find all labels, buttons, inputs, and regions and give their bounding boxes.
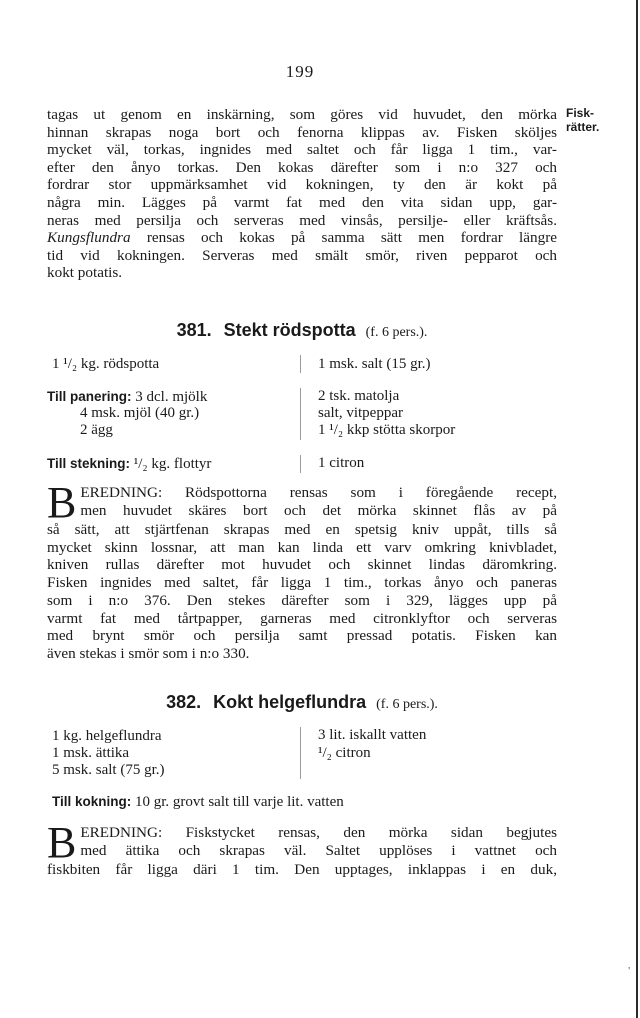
text-line: neras med persilja och serveras med vinsås, persilje- eller kräftsås. [47,211,557,229]
page-number: 199 [285,62,315,81]
ingredient-text: 3 dcl. mjölk [131,389,208,405]
column-divider [300,388,301,440]
recipe-381-heading [47,320,557,341]
column-divider [300,355,301,373]
text-line: kokt potatis. [47,264,123,282]
ingredient-line: salt, vitpeppar [318,405,403,421]
recipe-382-heading [47,692,557,713]
text-line: fiskbiten får ligga däri 1 tim. Den upptages, inklappas i en duk, [47,861,557,878]
text-line: efter den ånyo torkas. Den kokas därefter som i n:o 327 och [47,158,557,176]
ingredient-label: Till kokning: [52,794,132,809]
ingredient-line: 1 msk. salt (15 gr.) [318,356,431,372]
text-line: varmt fat med tårtpapper, garneras med citronklyftor och serveras [47,609,557,627]
ingredient-text: ¹/₂ kg. flottyr [130,456,212,472]
page-edge-line [636,0,638,1018]
margin-note-line: Fisk- [566,106,595,120]
text-line: med brynt smör och persilja samt pressad potatis. Fisken kan [47,627,557,645]
ingredient-line: 1 citron [318,455,365,471]
method-word: EREDNING: [80,824,163,841]
column-divider [300,727,301,779]
method-word: EREDNING: [80,484,163,501]
text-line: tagas ut genom en inskärning, som göres vid huvudet, den mörka [47,106,557,123]
drop-cap: B [47,818,77,867]
ingredient-text: 1 ¹/₂ kg. rödspotta [52,356,160,372]
ingredient-line [52,793,344,811]
ingredient-line [47,388,207,406]
recipe-servings: (f. 6 pers.). [365,325,428,340]
ingredient-line [80,405,199,422]
ingredient-text: 2 ägg [80,422,113,438]
ingredient-text: 10 gr. grovt salt till varje lit. vatten [131,794,344,810]
ingredient-line: 5 msk. salt (75 gr.) [52,762,165,778]
text-line: Fisken ingnides med saltet, får ligga 1 tim., torkas ånyo och paneras [47,574,557,592]
text-line-rest: rensas och kokas på samma sätt men fordrar längre [130,229,557,247]
ingredient-line: 1 kg. helgeflundra [52,728,162,744]
text-line: mycket skinn lossnar, att man kan linda ett varv omkring knivbladet, [47,538,557,556]
ingredient-line: ¹/₂ citron [318,745,371,761]
text-line: mycket väl, torkas, ingnides med saltet och får ligga 1 tim., var- [47,141,557,159]
text-line: hinnan skrapas noga bort och fenorna klippas av. Fisken sköljes [47,123,557,141]
column-divider [300,455,301,473]
text-line [47,229,557,247]
text-line [47,484,557,502]
ingredient-line: 3 lit. iskallt vatten [318,727,427,743]
ingredient-line: 1 ¹/₂ kkp stötta skorpor [318,422,456,438]
text-line: tid vid kokningen. Serveras med smält smör, riven pepparot och [47,246,557,264]
kungsflundra-italic: Kungsflundra [47,229,131,247]
text-line-rest: Rödspottorna rensas som i föregående recept, [162,484,557,501]
text-line: så sätt, att stjärtfenan skrapas med en spetsig kniv uppåt, tills så [47,521,557,538]
ingredient-label: Till stekning: [47,456,131,471]
text-line: kniven rullas därefter mot huvudet och skinnet lindas däromkring. [47,556,557,574]
ingredient-line: 1 msk. ättika [52,745,130,761]
ingredient-label: Till panering: [47,389,132,404]
ingredient-line [52,356,159,373]
text-line: några min. Lägges på varmt fat med den vita sidan upp, gar- [47,193,557,211]
margin-note-line: rätter. [566,120,600,134]
ingredient-line: 2 tsk. matolja [318,388,400,404]
recipe-number: 382. [166,692,202,712]
intro-paragraph [47,106,557,282]
recipe-382-method [47,818,557,879]
drop-cap: B [47,478,77,527]
ingredient-line [80,422,113,439]
edge-mark: ' [628,966,630,977]
margin-note [566,106,599,134]
recipe-servings: (f. 6 pers.). [376,697,438,712]
text-line: med ättika och skrapas väl. Saltet upplöses i vattnet och [80,841,557,859]
ingredient-line [47,455,211,473]
ingredient-text: 4 msk. mjöl (40 gr.) [80,405,200,421]
recipe-number: 381. [176,320,212,340]
text-line [47,824,557,842]
text-line: som i n:o 376. Den stekes därefter som i 329, lägges upp på [47,591,557,609]
recipe-381-method [47,478,557,663]
text-line-rest: Fiskstycket rensas, den mörka sidan begjutes [162,824,557,841]
text-line: även stekas i smör som i n:o 330. [47,644,250,662]
text-line: fordrar stor uppmärksamhet vid kokningen, ty den är kokt på [47,176,557,194]
recipe-title: Kokt helgeflundra [213,692,367,712]
recipe-title: Stekt rödspotta [223,320,356,340]
text-line: men huvudet skäres bort och det mörka skinnet flås av på [80,501,557,519]
